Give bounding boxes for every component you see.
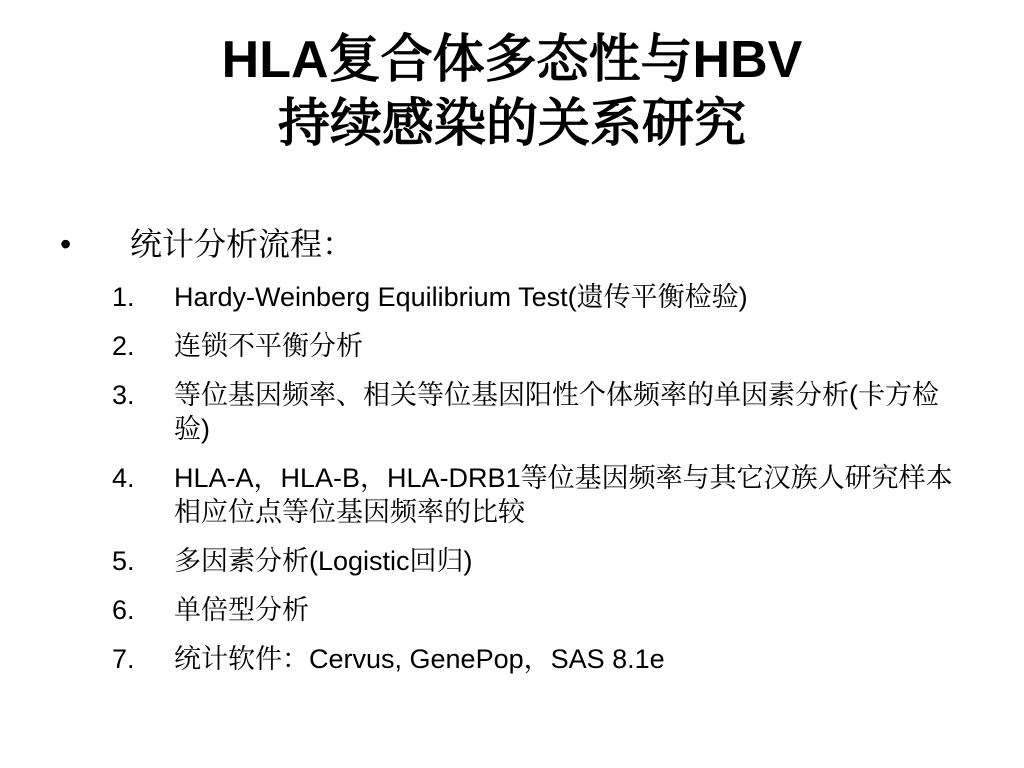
step-number: 6. bbox=[112, 595, 135, 625]
step-item bbox=[112, 329, 972, 363]
step-item bbox=[112, 461, 972, 529]
step-text: 等位基因频率、相关等位基因阳性个体频率的单因素分析(卡方检验) bbox=[174, 380, 939, 444]
step-item bbox=[112, 642, 972, 676]
step-number: 7. bbox=[112, 644, 135, 674]
title-line-2: 持续感染的关系研究 bbox=[277, 95, 746, 153]
title-line-1: HLA复合体多态性与HBV bbox=[221, 31, 803, 89]
step-text: HLA-A，HLA-B，HLA-DRB1等位基因频率与其它汉族人研究样本相应位点等位基因频率的比较 bbox=[174, 463, 953, 527]
step-number: 2. bbox=[112, 331, 135, 361]
steps-list bbox=[112, 280, 972, 691]
step-text: 单倍型分析 bbox=[174, 595, 309, 625]
step-text: 统计软件：Cervus, GenePop，SAS 8.1e bbox=[174, 644, 665, 674]
slide-title bbox=[0, 28, 1024, 156]
step-item bbox=[112, 280, 972, 314]
step-number: 1. bbox=[112, 282, 135, 312]
bullet-heading-row bbox=[60, 222, 354, 266]
step-number: 4. bbox=[112, 463, 135, 493]
step-item bbox=[112, 544, 972, 578]
step-item bbox=[112, 378, 972, 446]
step-item bbox=[112, 593, 972, 627]
bullet-dot: • bbox=[60, 226, 72, 262]
step-number: 5. bbox=[112, 546, 135, 576]
step-text: 连锁不平衡分析 bbox=[174, 331, 363, 361]
bullet-heading: 统计分析流程： bbox=[130, 225, 355, 263]
step-number: 3. bbox=[112, 380, 135, 410]
step-text: Hardy-Weinberg Equilibrium Test(遗传平衡检验) bbox=[174, 282, 748, 312]
step-text: 多因素分析(Logistic回归) bbox=[174, 546, 473, 576]
